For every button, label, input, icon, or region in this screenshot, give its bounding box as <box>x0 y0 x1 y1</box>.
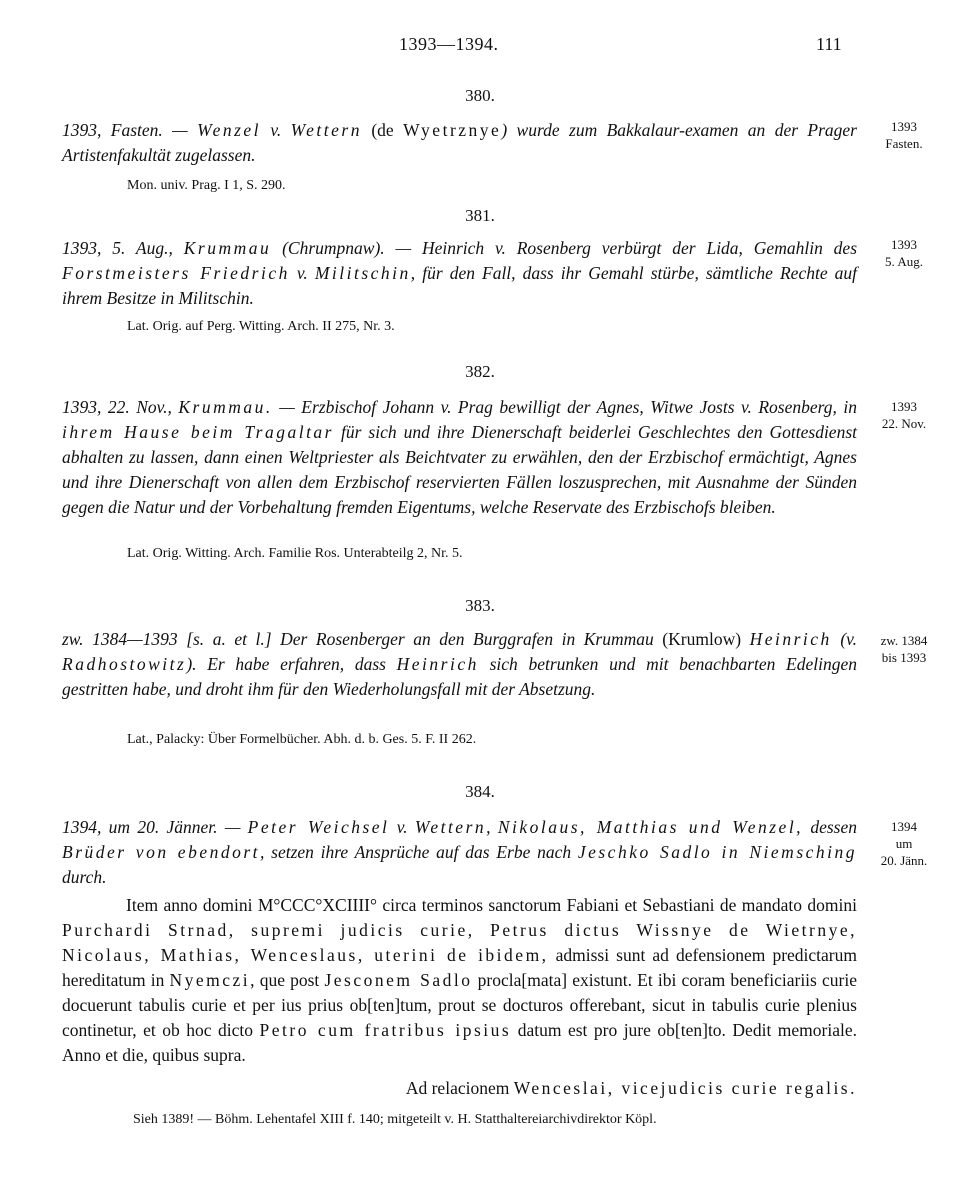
margin-day: 20. Jänn. <box>880 853 928 868</box>
place-name: Militschin <box>314 263 411 283</box>
regest-text: v. <box>289 263 315 283</box>
regest-381 <box>62 236 857 311</box>
source-382: Lat. Orig. Witting. Arch. Familie Ros. Unterabteilg 2, Nr. 5. <box>127 546 463 561</box>
latin-text: , que post <box>250 970 325 990</box>
person-names: Petro cum fratribus ipsius <box>259 1020 512 1040</box>
regest-text: zw. 1384—1393 [s. a. et l.] Der Rosenberger an den Burggrafen in Krummau <box>62 629 663 649</box>
margin-date-382 <box>864 398 944 432</box>
person-name: Nikolaus, Matthias und Wenzel, <box>497 817 804 837</box>
person-name: Jesconem Sadlo <box>324 970 473 990</box>
entry-number-381: 381. <box>465 206 495 225</box>
regest-text: ) wurde zum Bakkalaur-examen an der Prager Artistenfakultät zugelassen. <box>62 120 857 165</box>
regest-text: dessen <box>803 817 858 837</box>
place-name: ihrem Hause beim Tragaltar <box>62 422 334 442</box>
regest-text: (de <box>361 120 404 140</box>
margin-year: zw. 1384 <box>880 633 928 648</box>
margin-year: 1394 <box>891 819 917 834</box>
entry-number-382: 382. <box>465 362 495 381</box>
margin-year: 1393 <box>891 237 917 252</box>
regest-text: sich betrunken und mit benachbarten Edelingen gestritten habe, und droht ihm für den Wiederholungsfall mit der Absetzung. <box>62 654 858 699</box>
place-name: Krummau <box>183 238 272 258</box>
place-name: Wettern <box>414 817 487 837</box>
person-name: Wenzel <box>197 120 262 140</box>
margin-year: 1393 <box>891 399 917 414</box>
regest-text: , für den Fall, dass ihr Gemahl stürbe, sämtliche Rechte auf ihrem Besitze in Militschin. <box>62 263 858 308</box>
entry-number-380: 380. <box>465 86 495 105</box>
source-383: Lat., Palacky: Über Formelbücher. Abh. d. b. Ges. 5. F. II 262. <box>127 732 477 747</box>
regest-text: 1393, 5. Aug., <box>62 238 184 258</box>
latin-text: datum est pro jure ob[ten]to. Dedit memoriale. Anno et die, quibus supra. <box>62 1020 858 1065</box>
entry-number-383: 383. <box>465 596 495 615</box>
margin-date-381 <box>864 236 944 270</box>
regest-text: , <box>486 817 498 837</box>
person-name: Forstmeisters Friedrich <box>62 263 290 283</box>
latin-text: procla[mata] existunt. Et ibi coram beneficiariis curie docuerunt tabulis curie et per ius prius ob[ten]tum, prout se docturos offerebant, sicut in tabulis curie plenius continetur, et ob hoc dicto <box>62 970 857 1040</box>
page-number: 111 <box>816 34 842 54</box>
margin-date-383 <box>864 632 944 666</box>
margin-date-384 <box>864 818 944 869</box>
regest-380 <box>62 118 857 168</box>
place-name: Wettern <box>290 120 362 140</box>
person-name: Heinrich <box>396 654 479 674</box>
person-names: Purchardi Strnad, supremi judicis curie, Petrus dictus Wissnye de Wietrnye, Nicolaus, Mathias, Wenceslaus, uterini de ibidem, <box>62 920 857 965</box>
regest-text: v. <box>261 120 291 140</box>
source-380: Mon. univ. Prag. I 1, S. 290. <box>127 178 286 193</box>
regest-383 <box>62 627 857 702</box>
person-name: Heinrich <box>749 629 832 649</box>
entry-number-384: 384. <box>465 782 495 801</box>
source-381: Lat. Orig. auf Perg. Witting. Arch. II 275, Nr. 3. <box>127 319 395 334</box>
regest-text: , setzen ihre Ansprüche auf das Erbe nach <box>260 842 578 862</box>
margin-date-380 <box>864 118 944 152</box>
person-name: Wenceslai, vicejudicis curie regalis. <box>513 1078 857 1098</box>
person-name: Peter Weichsel <box>247 817 390 837</box>
running-header-years: 1393—1394. <box>399 34 499 54</box>
footnote-source: Sieh 1389! — Böhm. Lehentafel XIII f. 140; mitgeteilt v. H. Statthaltereiarchivdirektor Köpl. <box>133 1112 657 1127</box>
latin-source-text <box>62 893 857 1068</box>
margin-day: um <box>895 836 913 851</box>
person-name: Brüder von ebendort <box>62 842 261 862</box>
person-name: Jeschko Sadlo in Niemsching <box>577 842 858 862</box>
regest-text: ). Er habe erfahren, dass <box>186 654 397 674</box>
margin-day: bis 1393 <box>881 650 927 665</box>
place-name: Krummau. <box>178 397 273 417</box>
margin-year: 1393 <box>891 119 917 134</box>
place-name: Radhostowitz <box>62 654 187 674</box>
regest-382 <box>62 395 857 520</box>
margin-day: 22. Nov. <box>881 416 927 431</box>
relation-note <box>362 1078 857 1099</box>
regest-384 <box>62 815 857 890</box>
latin-text: Item anno domini M°CCC°XCIIII° circa terminos sanctorum Fabiani et Sebastiani de mandato domini <box>126 895 857 915</box>
place-name: Nyemczi <box>169 970 251 990</box>
margin-day: 5. Aug. <box>885 254 923 269</box>
regest-text: — Erzbischof Johann v. Prag bewilligt der Agnes, Witwe Josts v. Rosenberg, in <box>272 397 857 417</box>
relation-text: Ad relacionem <box>405 1078 514 1098</box>
regest-text: v. <box>389 817 415 837</box>
regest-text: 1393, 22. Nov., <box>62 397 179 417</box>
latin-text: admissi sunt ad defensionem predictarum hereditatum in <box>62 945 857 990</box>
place-name: (Krumlow) <box>662 629 742 649</box>
regest-text: (v. <box>831 629 858 649</box>
regest-text: 1393, Fasten. — <box>62 120 198 140</box>
regest-text: durch. <box>62 867 107 887</box>
regest-text: 1394, um 20. Jänner. — <box>62 817 248 837</box>
margin-day: Fasten. <box>885 136 923 151</box>
place-name: Wyetrznye <box>403 120 502 140</box>
regest-text: für sich und ihre Dienerschaft beiderlei Geschlechtes den Gottesdienst abhalten zu lassen, dann einen Weltpriester als Beichtvater zu erwählen, den der Erzbischof ermächtigt, Agnes und ihre Dienerschaft von allen dem Erzbischof reservierten Fällen loszusprechen, mit Ausnahme der Sünden gegen die Natur und der Vorbehaltung fremden Eigentums, welche Reservate des Erzbischofs bleiben. <box>62 422 857 517</box>
regest-text: (Chrumpnaw). — Heinrich v. Rosenberg verbürgt der Lida, Gemahlin des <box>271 238 858 258</box>
